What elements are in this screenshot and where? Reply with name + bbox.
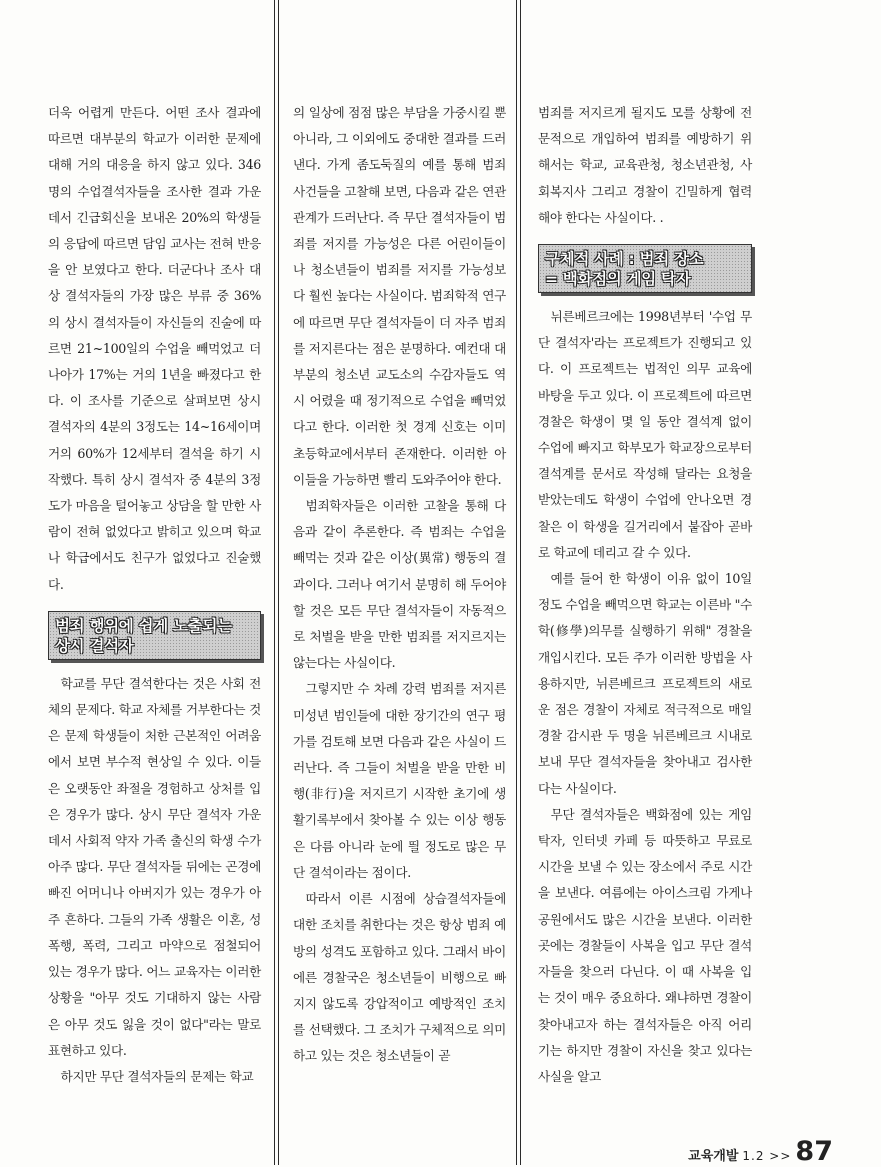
- body-paragraph: 따라서 이른 시점에 상습결석자들에 대한 조치를 취한다는 것은 항상 범죄 예방의 성격도 포함하고 있다. 그래서 바이에른 경찰국은 청소년들이 비행으로 빠지지 않도록 강압적이고 예방적인 조치를 선택했다. 그 조치가 구체적으로 의미하고 있는 것은 청소년들이 곧: [293, 891, 506, 1064]
- text-column-2: [293, 100, 506, 1070]
- body-paragraph: 그렇지만 수 차례 강력 범죄를 저지른 미성년 범인들에 대한 장기간의 연구 평가를 검토해 보면 다음과 같은 사실이 드러난다. 즉 그들이 처벌을 받을 만한 비행(非行)을 저지르기 시작한 초기에 생활기록부에서 찾아볼 수 있는 이상 행동은 다름 아니라 눈에 띌 정도로 많은 무단 결석이라는 점이다.: [293, 681, 506, 880]
- column-rule-right-b: [520, 0, 521, 1165]
- issue-number: 1.2 >>: [742, 1149, 792, 1163]
- text-column-1: [48, 100, 261, 1090]
- section-heading-line: 상시 결석자: [55, 636, 134, 655]
- column-rule-right-a: [516, 0, 517, 1165]
- page-number: 87: [795, 1136, 833, 1167]
- body-paragraph: 학교를 무단 결석한다는 것은 사회 전체의 문제다. 학교 자체를 거부한다는 것은 문제 학생들이 처한 근본적인 어려움에서 보면 부수적 현상일 수 있다. 이들은 오랫동안 좌절을 경험하고 상처를 입은 경우가 많다. 상시 무단 결석자 가운데서 사회적 약자 가족 출신의 학생 수가 아주 많다. 무단 결석자들 뒤에는 곤경에 빠진 어머니나 아버지가 있는 경우가 아주 흔하다. 그들의 가족 생활은 이혼, 성폭행, 폭력, 그리고 마약으로 점철되어 있는 경우가 많다. 어느 교육자는 이러한 상황을 "아무 것도 기대하지 않는 사람은 아무 것도 잃을 것이 없다"라는 말로 표현하고 있다.: [48, 675, 261, 1058]
- body-paragraph: 범죄학자들은 이러한 고찰을 통해 다음과 같이 추론한다. 즉 범죄는 수업을 빼먹는 것과 같은 이상(異常) 행동의 결과이다. 그러나 여기서 분명히 해 두어야 할 것은 모든 무단 결석자들이 자동적으로 처벌을 받을 만한 범죄를 저지르지는 않는다는 사실이다.: [293, 498, 506, 671]
- body-paragraph: 예를 들어 한 학생이 이유 없이 10일 정도 수업을 빼먹으면 학교는 이른바 "수학(修學)의무를 실행하기 위해" 경찰을 개입시킨다. 모든 주가 이러한 방법을 사용하지만, 뉘른베르크 프로젝트의 새로운 점은 경찰이 자체로 적극적으로 매일 경찰 감시관 두 명을 뉘른베르크 시내로 보내 무단 결석자들을 찾아내고 검사한다는 사실이다.: [538, 571, 752, 796]
- section-heading-line: 구체적 사례 : 범죄 장소: [545, 250, 704, 269]
- body-paragraph: 의 일상에 점점 많은 부담을 가중시킬 뿐 아니라, 그 이외에도 중대한 결과를 드러낸다. 가게 좀도둑질의 예를 통해 범죄 사건들을 고찰해 보면, 다음과 같은 연관 관계가 드러난다. 즉 무단 결석자들이 범죄를 저지를 가능성은 다른 어린이들이나 청소년들이 범죄를 저지를 가능성보다 훨씬 높다는 사실이다. 범죄학적 연구에 따르면 무단 결석자들이 더 자주 범죄를 저지른다는 점은 분명하다. 예컨대 대부분의 청소년 교도소의 수감자들도 역시 어렸을 때 정기적으로 수업을 빼먹었다고 한다. 이러한 첫 경계 신호는 이미 초등학교에서부터 존재한다. 이러한 아이들을 가능하면 빨리 도와주어야 한다.: [293, 105, 506, 487]
- body-paragraph: 하지만 무단 결석자들의 문제는 학교: [60, 1068, 254, 1084]
- body-paragraph: 무단 결석자들은 백화점에 있는 게임 탁자, 인터넷 카페 등 따뜻하고 무료로 시간을 보낼 수 있는 장소에서 주로 시간을 보낸다. 여름에는 아이스크림 가게나 공원에서도 많은 시간을 보낸다. 이러한 곳에는 경찰들이 사복을 입고 무단 결석자들을 찾으러 다닌다. 이 때 사복을 입는 것이 매우 중요하다. 왜냐하면 경찰이 찾아내고자 하는 결석자들은 아직 어리기는 하지만 경찰이 자신을 찾고 있다는 사실을 알고: [538, 806, 752, 1084]
- section-heading-line: 범죄 행위에 쉽게 노출되는: [55, 616, 232, 635]
- section-heading: [48, 611, 261, 660]
- body-paragraph: 범죄를 저지르게 될지도 모를 상황에 전문적으로 개입하여 범죄를 예방하기 위해서는 학교, 교육관청, 청소년관청, 사회복지사 그리고 경찰이 긴밀하게 협력해야 한다는 사실이다. .: [538, 105, 752, 225]
- section-heading-line: = 백화점의 게임 탁자: [545, 270, 691, 289]
- body-paragraph: 더욱 어렵게 만든다. 어떤 조사 결과에 따르면 대부분의 학교가 이러한 문제에 대해 거의 대응을 하지 않고 있다. 346명의 수업결석자들을 조사한 결과 가운데서 긴급회신을 보내온 20%의 학생들의 응답에 따르면 담임 교사는 전혀 반응을 안 보였다고 한다. 더군다나 조사 대상 결석자들의 가장 많은 부류 중 36%의 상시 결석자들이 자신들의 진술에 따르면 21~100일의 수업을 빼먹었고 더 나아가 17%는 거의 1년을 빠졌다고 한다. 이 조사를 기준으로 살펴보면 상시 결석자의 4분의 3정도는 14~16세이며 거의 60%가 12세부터 결석을 하기 시작했다. 특히 상시 결석자 중 4분의 3정도가 마음을 털어놓고 상담을 할 만한 사람이 전혀 없었다고 밝히고 있으며 학교나 학급에서도 친구가 없었다고 진술했다.: [48, 105, 261, 592]
- magazine-name: 교육개발: [688, 1149, 739, 1164]
- text-column-3: [538, 100, 752, 1090]
- page-footer: [688, 1138, 833, 1165]
- body-paragraph: 뉘른베르크에는 1998년부터 '수업 무단 결석자'라는 프로젝트가 진행되고 있다. 이 프로젝트는 법적인 의무 교육에 바탕을 두고 있다. 이 프로젝트에 따르면 경찰은 학생이 몇 일 동안 결석계 없이 수업에 빠지고 학부모가 학교장으로부터 결석계를 문서로 작성해 달라는 요청을 받았는데도 학생이 수업에 안나오면 경찰은 이 학생을 길거리에서 붙잡아 곧바로 학교에 데리고 갈 수 있다.: [538, 309, 752, 560]
- column-rule-left-b: [278, 0, 279, 1165]
- column-rule-left-a: [274, 0, 275, 1165]
- section-heading: [538, 244, 752, 293]
